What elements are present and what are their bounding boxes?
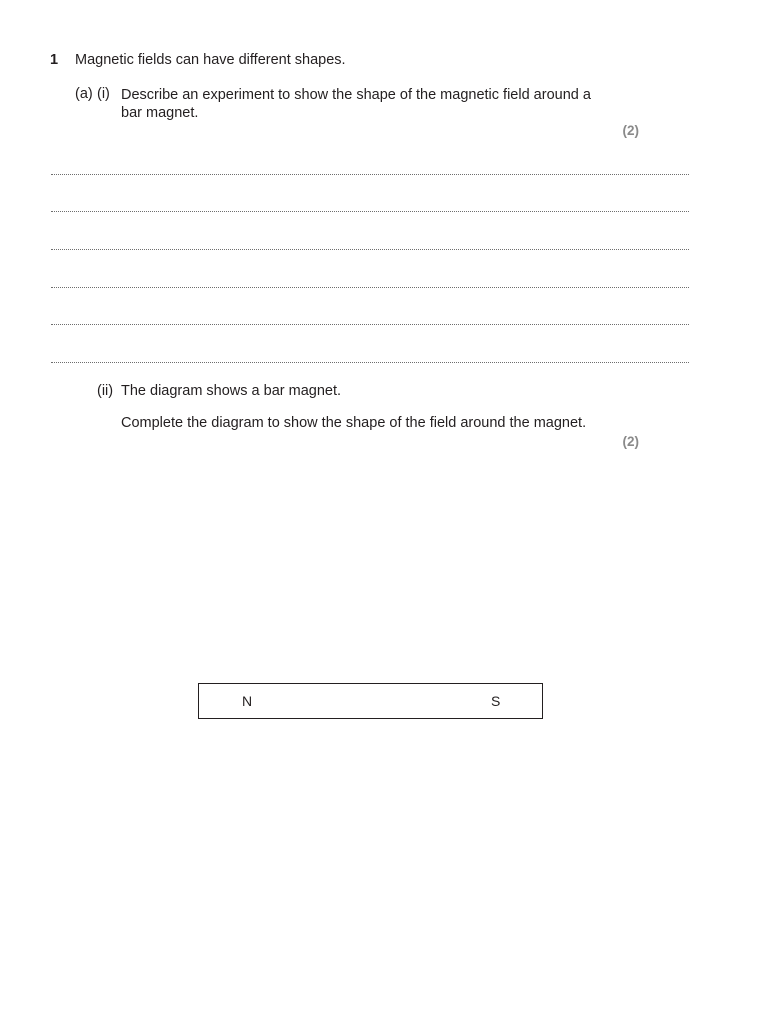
- question-title: Magnetic fields can have different shapes.: [75, 52, 346, 68]
- answer-line[interactable]: [51, 249, 689, 250]
- diagram-drawing-area[interactable]: [51, 460, 689, 980]
- bar-magnet: [198, 683, 543, 719]
- answer-line[interactable]: [51, 324, 689, 325]
- south-pole-label: S: [491, 693, 501, 709]
- answer-line[interactable]: [51, 174, 689, 175]
- sub-i-marks: (2): [622, 123, 639, 138]
- sub-i-label: (i): [97, 86, 110, 102]
- part-a-label: (a): [75, 86, 93, 102]
- sub-ii-question-text: The diagram shows a bar magnet.: [121, 383, 342, 399]
- question-number: 1: [50, 52, 59, 68]
- sub-i-question-text: Describe an experiment to show the shape of the magnetic field around a bar magnet.: [121, 87, 591, 121]
- north-pole-label: N: [242, 693, 253, 709]
- sub-ii-label: (ii): [97, 383, 114, 399]
- answer-line[interactable]: [51, 287, 689, 288]
- sub-ii-instruction: Complete the diagram to show the shape of the field around the magnet.: [121, 415, 587, 431]
- answer-line[interactable]: [51, 362, 689, 363]
- sub-ii-marks: (2): [622, 434, 639, 449]
- answer-line[interactable]: [51, 211, 689, 212]
